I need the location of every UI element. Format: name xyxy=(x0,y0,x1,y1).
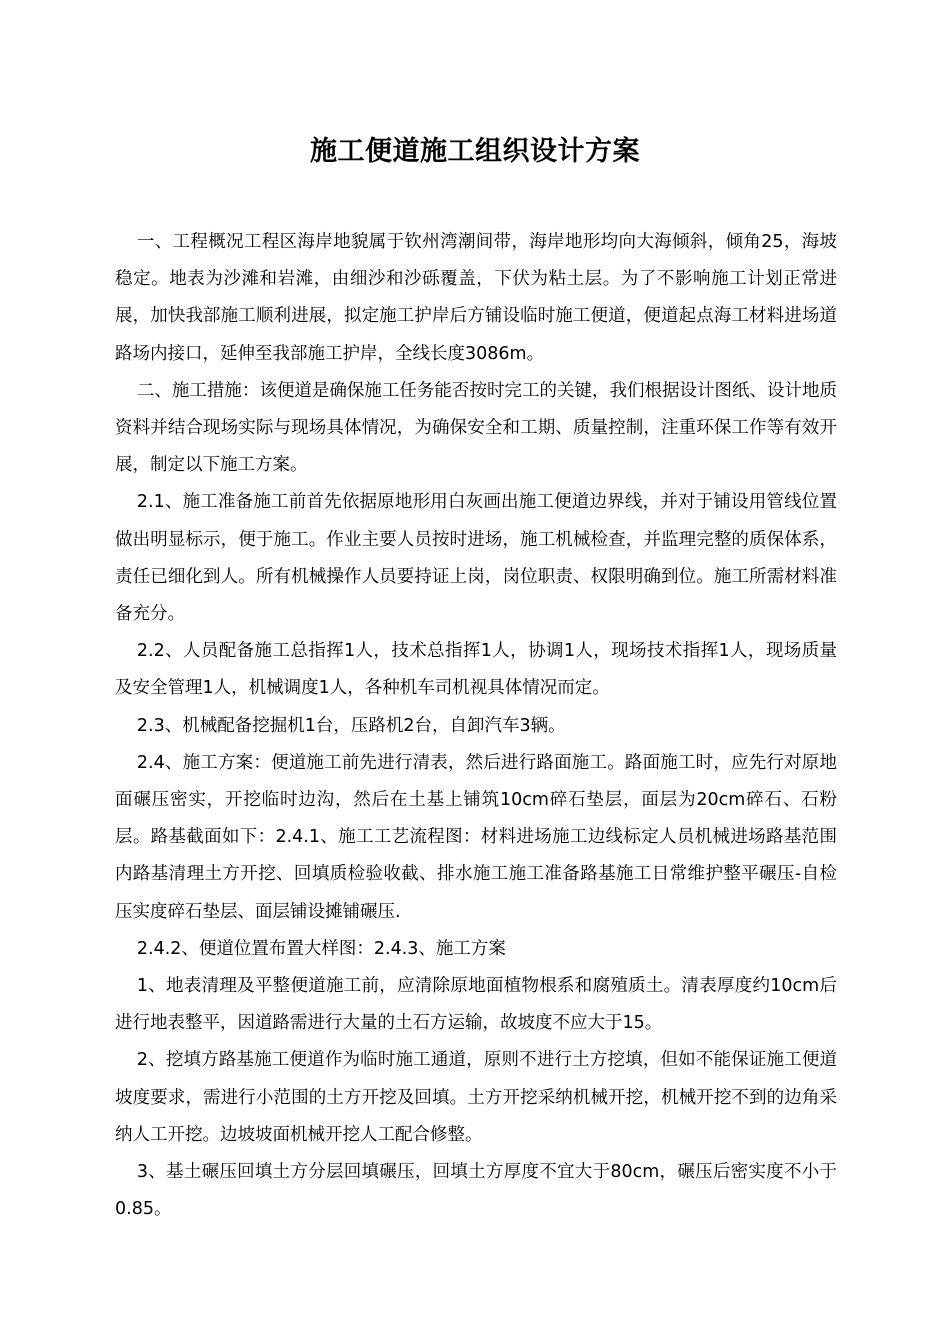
paragraph-project-overview: 一、工程概况工程区海岸地貌属于钦州湾潮间带，海岸地形均向大海倾斜，倾角25，海坡稳定。地表为沙滩和岩滩，由细沙和沙砾覆盖，下伏为粘土层。为了不影响施工计划正常进展，加快我部施工顺利进展，拟定施工护岸后方铺设临时施工便道，便道起点海工材料进场道路场内接口，延伸至我部施工护岸，全线长度3086m。 xyxy=(115,232,837,364)
paragraph-2-4-plan: 2.4、施工方案：便道施工前先进行清表，然后进行路面施工。路面施工时，应先行对原地面碾压密实，开挖临时边沟，然后在土基上铺筑10cm碎石垫层，面层为20cm碎石、石粉层。路基截面如下：2.4.1、施工工艺流程图：材料进场施工边线标定人员机械进场路基范围内路基清理土方开挖、回填质检验收截、排水施工施工准备路基施工日常维护整平碾压-自检压实度碎石垫层、面层铺设摊铺碾压. xyxy=(115,752,837,922)
paragraph-step-2-cut-fill: 2、挖填方路基施工便道作为临时施工通道，原则不进行土方挖填，但如不能保证施工便道坡度要求，需进行小范围的土方开挖及回填。土方开挖采纳机械开挖，机械开挖不到的边角采纳人工开挖。边坡坡面机械开挖人工配合修整。 xyxy=(115,1050,837,1145)
paragraph-2-2-personnel: 2.2、人员配备施工总指挥1人，技术总指挥1人，协调1人，现场技术指挥1人，现场质量及安全管理1人，机械调度1人，各种机车司机视具体情况而定。 xyxy=(115,641,837,699)
paragraph-step-1-clearing: 1、地表清理及平整便道施工前，应清除原地面植物根系和腐殖质土。清表厚度约10cm后进行地表整平，因道路需进行大量的土石方运输，故坡度不应大于15。 xyxy=(115,976,837,1034)
paragraph-2-3-machinery: 2.3、机械配备挖掘机1台，压路机2台，自卸汽车3辆。 xyxy=(136,715,566,736)
paragraph-2-4-2-layout: 2.4.2、便道位置布置大样图：2.4.3、施工方案 xyxy=(136,938,506,959)
paragraph-construction-measures: 二、施工措施：该便道是确保施工任务能否按时完工的关键，我们根据设计图纸、设计地质资料并结合现场实际与现场具体情况，为确保安全和工期、质量控制，注重环保工作等有效开展，制定以下施工方案。 xyxy=(115,380,837,476)
paragraph-2-1-preparation: 2.1、施工准备施工前首先依据原地形用白灰画出施工便道边界线，并对于铺设用管线位置做出明显标示，便于施工。作业主要人员按时进场，施工机械检查，并监理完整的质保体系，责任已细化到人。所有机械操作人员要持证上岗，岗位职责、权限明确到位。施工所需材料准备充分。 xyxy=(115,492,837,625)
document-body xyxy=(115,224,837,1228)
document-title: 施工便道施工组织设计方案 xyxy=(310,136,640,167)
paragraph-step-3-compaction: 3、基土碾压回填土方分层回填碾压，回填土方厚度不宜大于80cm，碾压后密实度不小于0.85。 xyxy=(115,1162,837,1220)
